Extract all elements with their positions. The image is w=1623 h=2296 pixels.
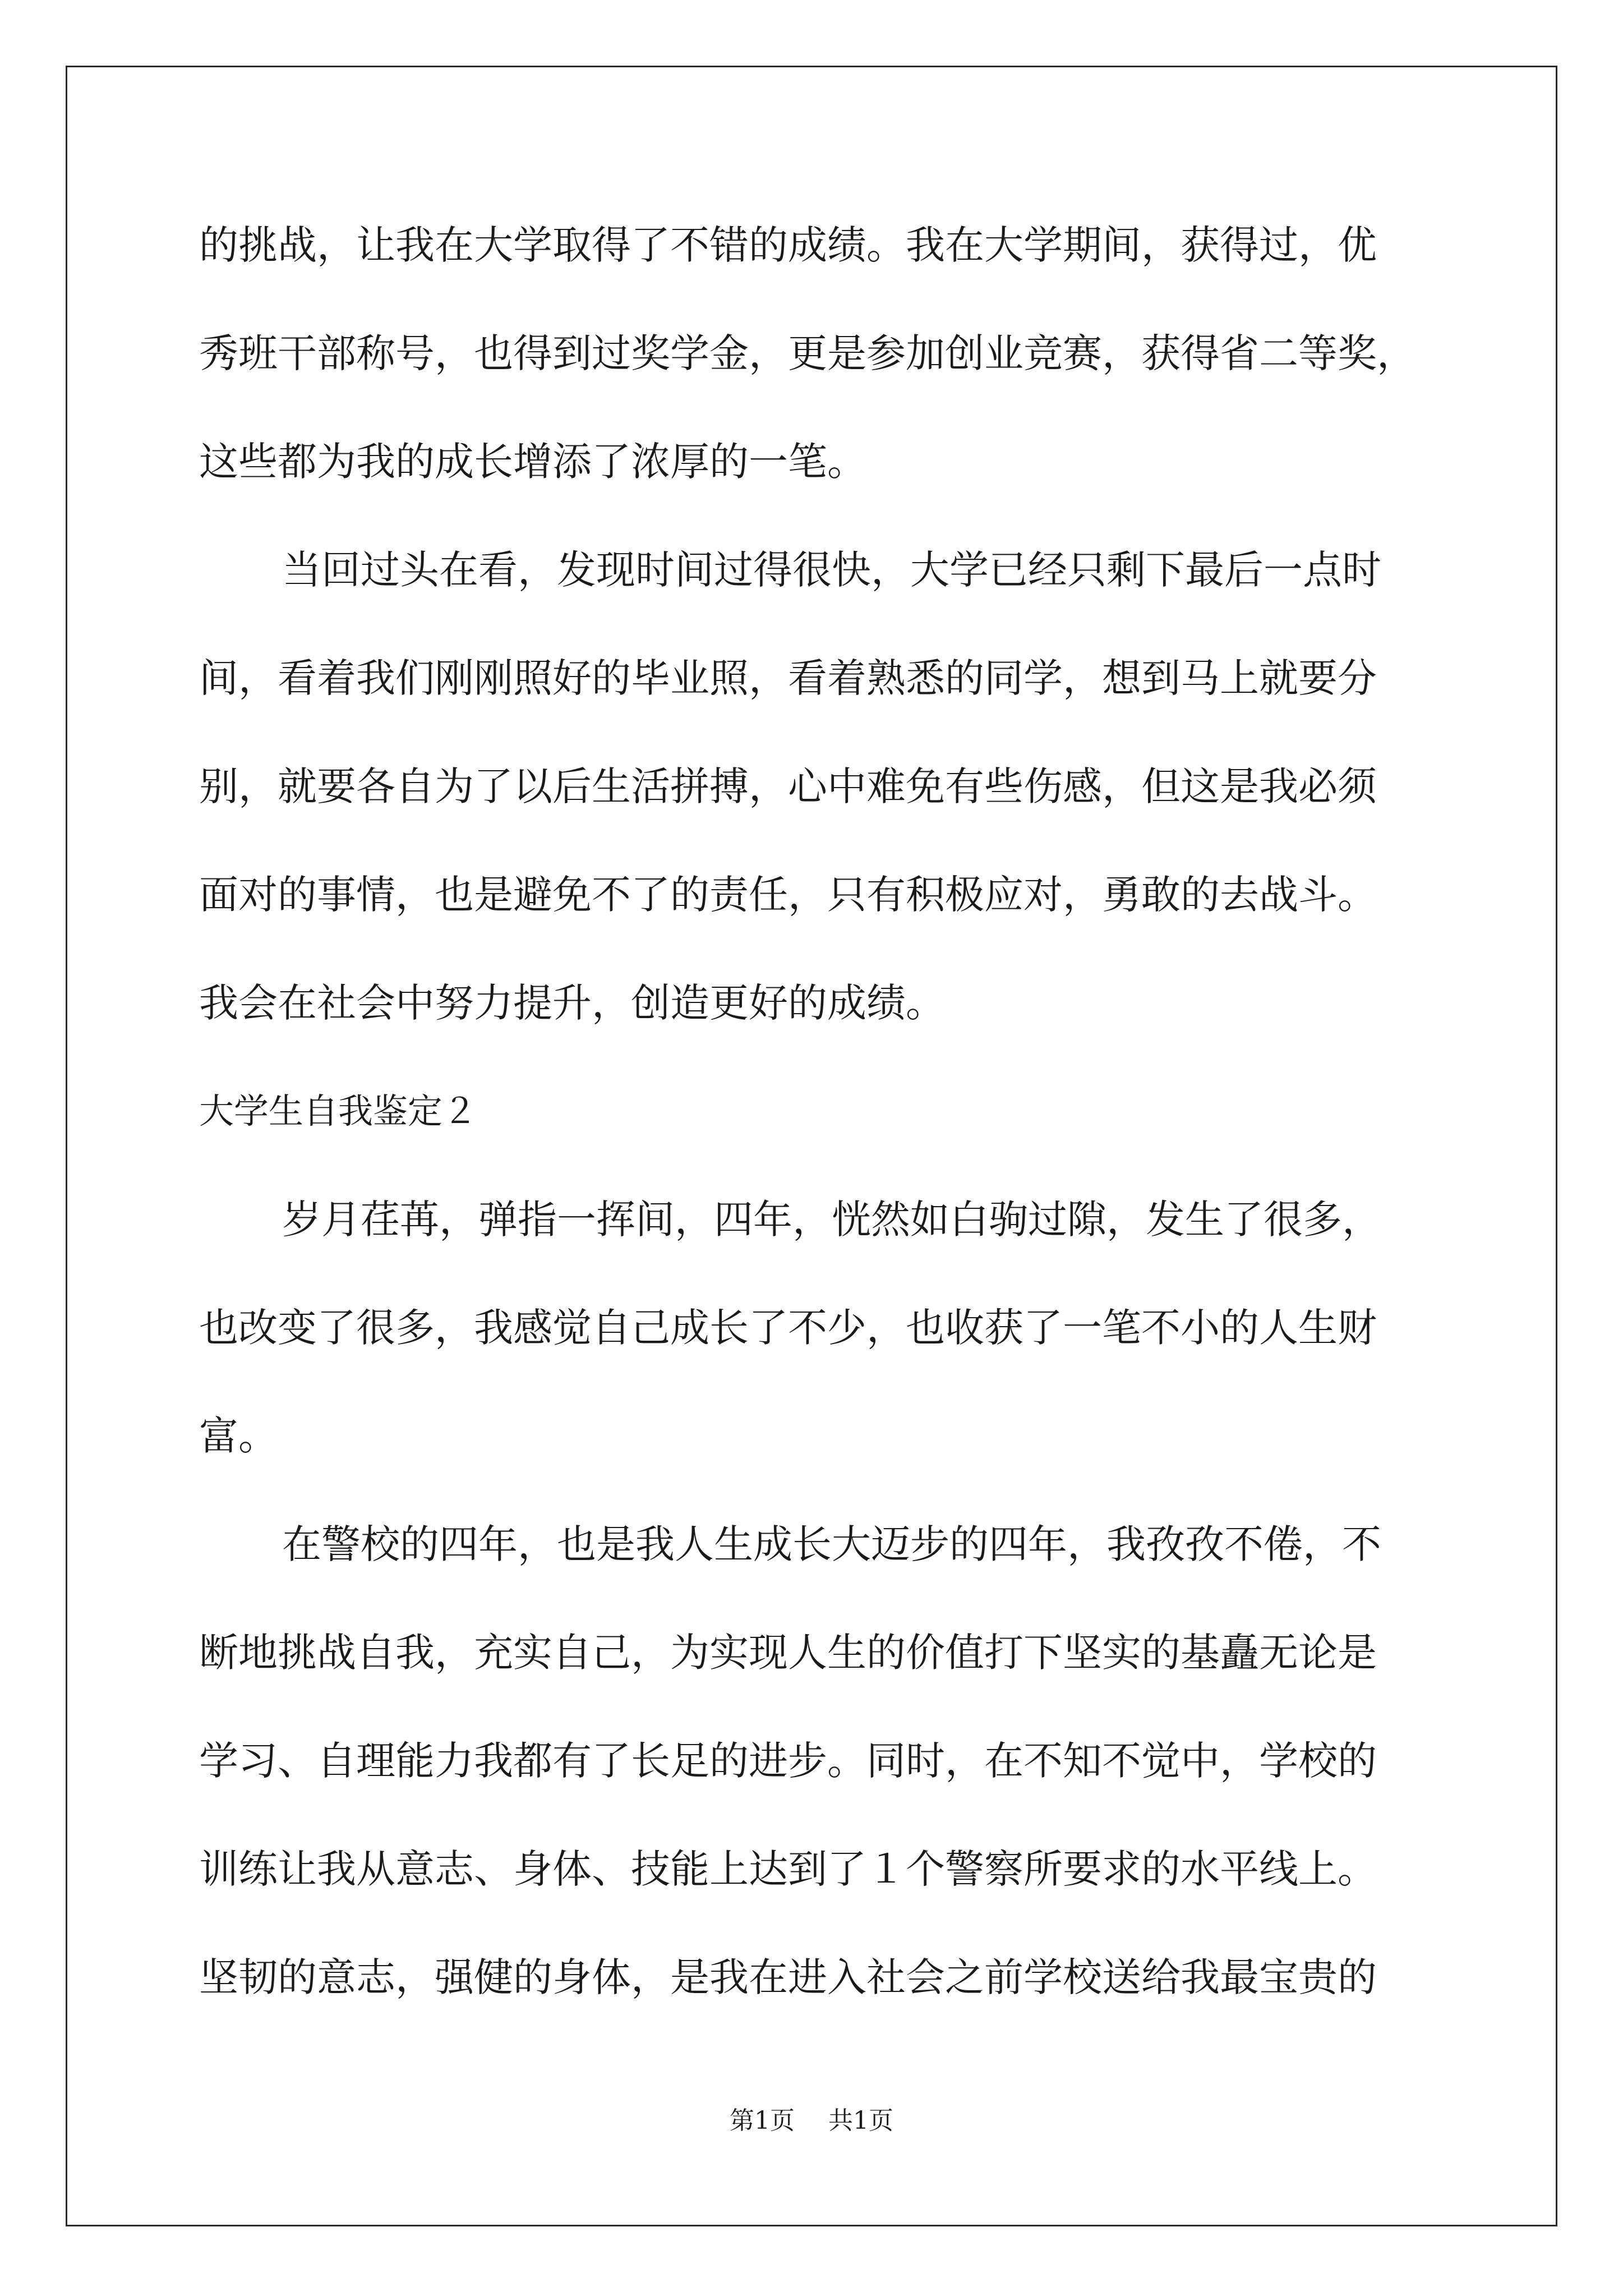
page-footer (0, 2107, 1623, 2135)
paragraph-line: 的挑战，让我在大学取得了不错的成绩。我在大学期间，获得过，优 (199, 222, 1377, 268)
paragraph-line: 面对的事情，也是避免不了的责任，只有积极应对，勇敢的去战斗。 (199, 872, 1377, 918)
paragraph-line: 断地挑战自我，充实自己，为实现人生的价值打下坚实的基矗无论是 (199, 1630, 1377, 1676)
paragraph-line: 我会在社会中努力提升，创造更好的成绩。 (199, 980, 945, 1026)
paragraph-line: 当回过头在看，发现时间过得很快，大学已经只剩下最后一点时 (282, 547, 1381, 593)
page-number: 第1页 (730, 2106, 795, 2135)
section-heading: 大学生自我鉴定２ (199, 1091, 478, 1131)
paragraph-line: 别，就要各自为了以后生活拼搏，心中难免有些伤感，但这是我必须 (199, 763, 1377, 809)
page-frame (66, 66, 1557, 2226)
paragraph-line: 秀班干部称号，也得到过奖学金，更是参加创业竞赛，获得省二等奖， (199, 330, 1416, 376)
paragraph-line: 坚韧的意志，强健的身体，是我在进入社会之前学校送给我最宝贵的 (199, 1954, 1377, 2000)
paragraph-line: 这些都为我的成长增添了浓厚的一笔。 (199, 439, 866, 485)
paragraph-line: 岁月荏苒，弹指一挥间，四年，恍然如白驹过隙，发生了很多， (282, 1197, 1381, 1243)
paragraph-line: 学习、自理能力我都有了长足的进步。同时，在不知不觉中，学校的 (199, 1738, 1377, 1784)
paragraph-line: 也改变了很多，我感觉自己成长了不少，也收获了一笔不小的人生财 (199, 1305, 1377, 1351)
paragraph-line: 训练让我从意志、身体、技能上达到了１个警察所要求的水平线上。 (199, 1846, 1377, 1892)
paragraph-line: 在警校的四年，也是我人生成长大迈步的四年，我孜孜不倦，不 (282, 1521, 1381, 1567)
paragraph-line: 富。 (199, 1413, 278, 1459)
paragraph-line: 间，看着我们刚刚照好的毕业照，看着熟悉的同学，想到马上就要分 (199, 655, 1377, 701)
page-total: 共1页 (828, 2106, 893, 2135)
